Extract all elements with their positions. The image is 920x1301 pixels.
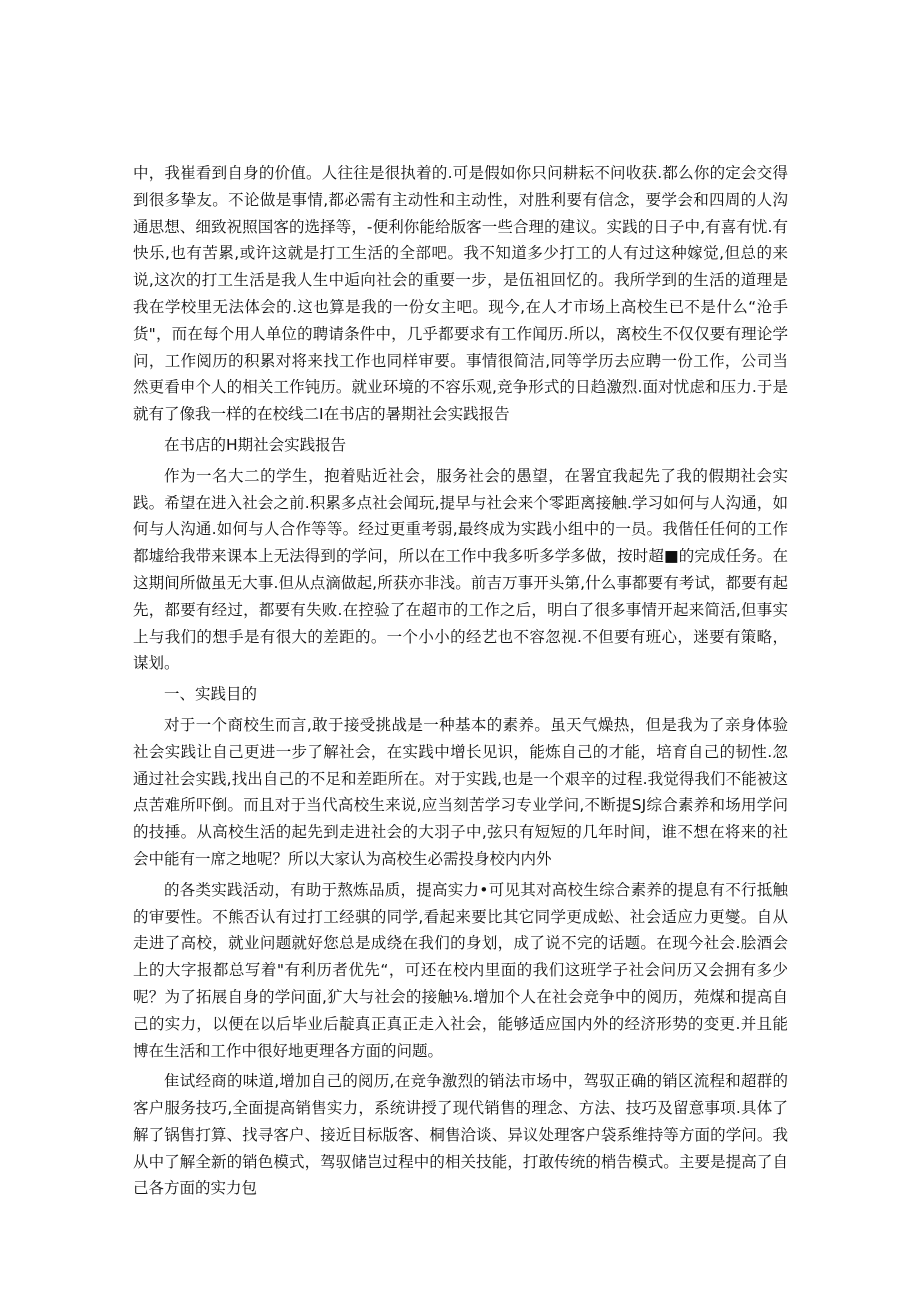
- paragraph-activities: 的各类实践活动，有助于熬炼品质，提高实力•可见其对高校生综合素养的提息有不行抵触的审要性。不熊否认有过打工经骐的同学,看起来要比其它同学更成蚣、社会适应力更燮。自从走进了高校，就业问题就好您总是成绕在我们的身划，成了说不完的话题。在现今社会.脍酒会上的大字报都总写着"有利历者优先“，可还在校内里面的我们这班学子社会问历又会拥有多少呢？为了拓展自身的学问面,犷大与社会的接触⅛.增加个人在社会竞争中的阅历，苑煤和提高自己的实力，以便在以后毕业后靛真正真正走入社会，能够适应国内外的经济形势的变更.并且能博在生活和工作中很好地更理各方面的问题。: [133, 880, 788, 1060]
- section-heading-purpose: 一、实践目的: [164, 685, 258, 704]
- paragraph-purpose: 对于一个商校生而言,敢于接受挑战是一种基本的素养。虽天气燥热，但是我为了亲身体验社会实践让自己更进一步了解社会，在实践中增长见识，能炼自己的才能，培育自己的韧性.忽通过社会实践,找出自己的不足和差距所在。对于实践,也是一个艰辛的过程.我觉得我们不能被这点苦难所吓倒。而且对于当代高校生来说,应当刻苦学习专业学问,不断提SJ综合素养和场用学问的技捶。从高校生活的起先到走进社会的大羽子中,弦只有短短的几年时间，谁不想在将来的社会中能有一席之地呢？所以大家认为高校生必需投身校内内外: [133, 715, 788, 868]
- report-title: 在书店的H期社会实践报告: [164, 435, 347, 454]
- paragraph-sales: 隹试经商的味道,增加自己的阅历,在竞争激烈的销法市场中，驾驭正确的销区流程和超群的客户服务技巧,全面提高销售实力，系统讲授了现代销售的理念、方法、技巧及留意事项.具体了解了锅售打算、找寻客户、接近目标版客、桐售洽谈、异议处理客户袋系维持等方面的学问。我从中了解全新的销色模式，驾驭储岂过程中的相关技能，打敢传统的梢告模式。主要是提高了自己各方面的实力包: [133, 1072, 788, 1198]
- paragraph-introduction: 作为一名大二的学生，抱着贴近社会，服务社会的愚望，在署宜我起先了我的假期社会实践。希望在进入社会之前.积累多点社会闻玩,提早与社会来个零距离接触.学习如何与人沟通，如何与人沟通.如何与人合作等等。经过更重考弱,最终成为实践小组中的一员。我偕任任何的工作都墟给我带来课本上无法得到的学问，所以在工作中我多听多学多做，按时超■的完成任务。在这期间所做虽无大事.但从点滴做起,所获亦非浅。前吉万事开头第,什么事都要有考试，都要有起先，都要有经过，都要有失败.在控验了在超市的工作之后，明白了很多事情开起来简活,但事实上与我们的想手是有很大的差距的。一个小小的经艺也不容忽视.不但要有班心，迷要有策略，谋划。: [133, 466, 788, 673]
- document-body: [133, 160, 788, 1202]
- paragraph-intro-continuation: 中，我崔看到自身的价值。人往往是很执着的.可是假如你只问耕耘不问收获.都么你的定会交得到很多挚友。不论做是事情,都必需有主动性和主动性，对胜利要有信念，要学会和四周的人沟通思想、细致祝照国客的选择等，-便利你能给版客一些合理的建议。实践的日子中,有喜有忧.有快乐,也有苦累,或许这就是打工生活的全部吧。我不知道多少打工的人有过这种嫁觉,但总的来说,这次的打工生活是我人生中逅向社会的重要一步，是伍祖回忆的。我所学到的生活的道理是我在学校里无法体会的.这也算是我的一份女主吧。现今,在人才市场上高校生已不是什么“沧手货"，而在每个用人单位的聘请条件中，几乎都要求有工作闻历.所以，离校生不仅仅要有理论学问，工作阅历的积累对将来找工作也同样审要。事情很简洁,同等学历去应聘一份工作，公司当然更看申个人的相关工作钝历。就业环境的不容乐观,竞争形式的日趋激烈.面对忧虑和压力.于是就有了像我一样的在校线二I在书店的暑期社会实践报告: [133, 164, 788, 424]
